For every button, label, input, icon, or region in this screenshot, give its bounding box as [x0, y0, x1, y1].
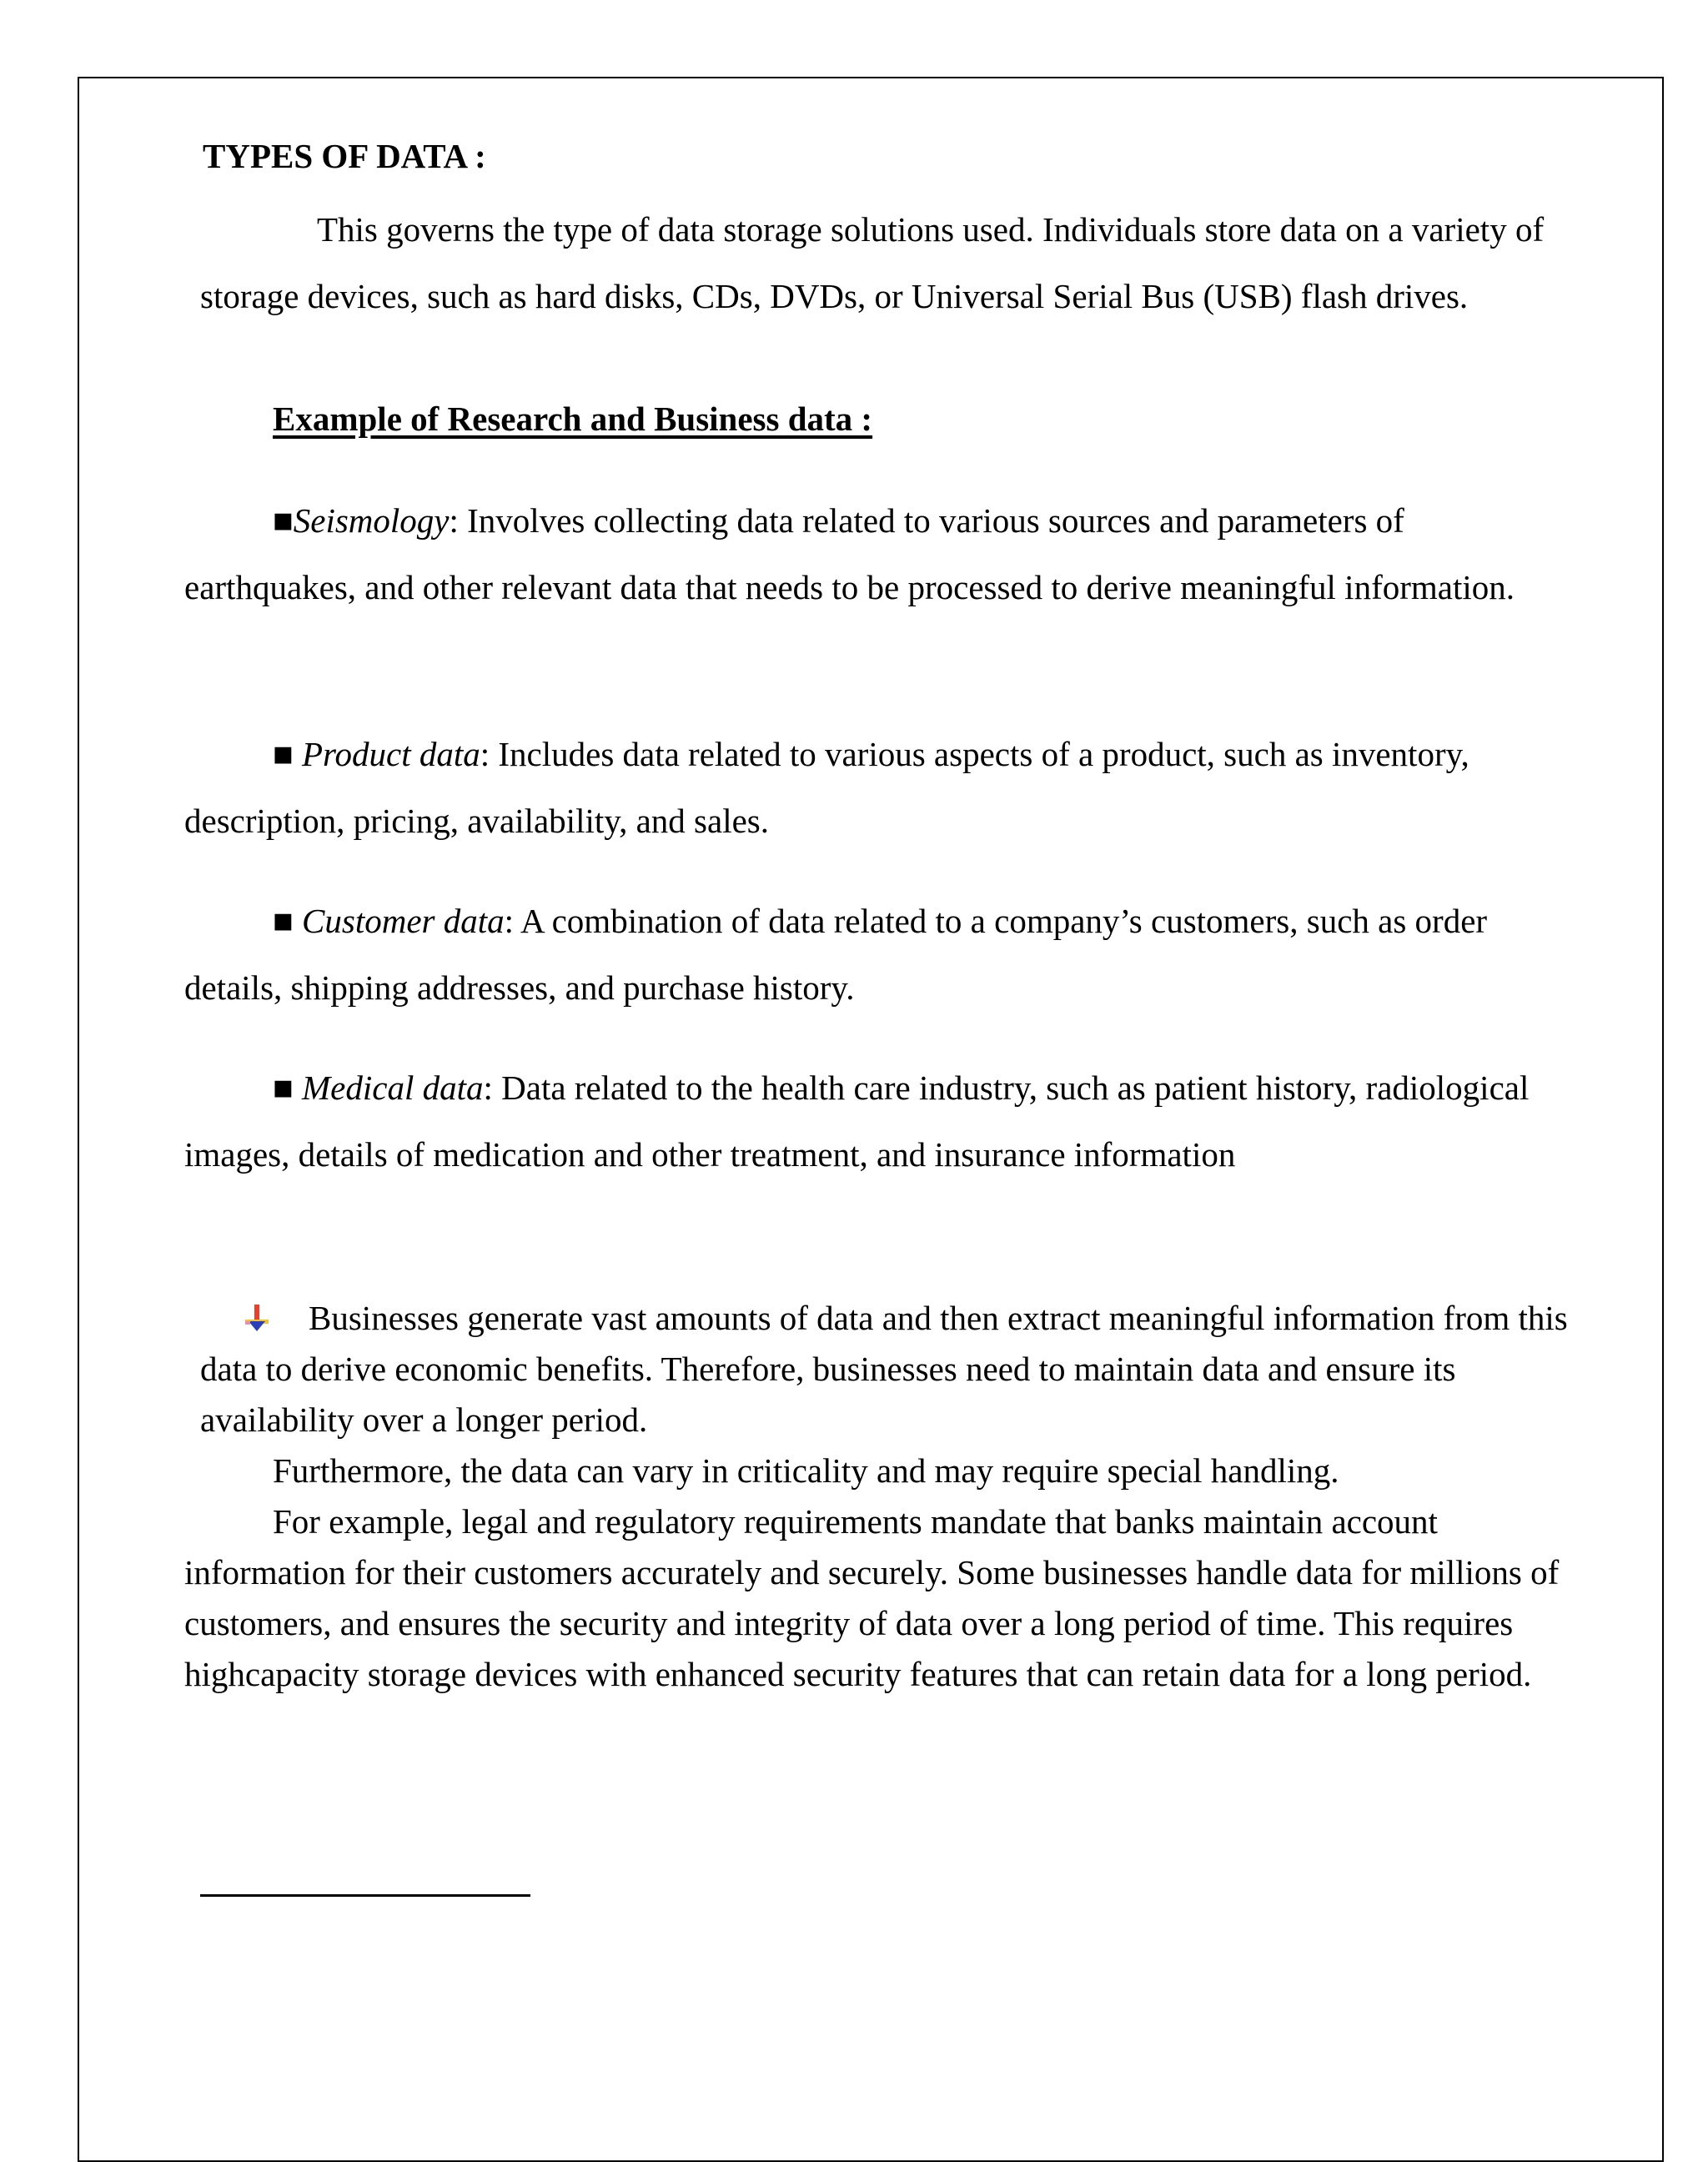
list-item	[184, 721, 1552, 854]
closing-paragraph	[184, 1496, 1569, 1700]
arrow-paragraph	[200, 1293, 1568, 1446]
item-text: : Involves collecting data related to various sources and parameters of earthquakes, and other relevant data that needs to be processed to derive meaningful information.	[184, 501, 1515, 606]
closing-paragraph	[184, 1446, 1569, 1496]
intro-text: This governs the type of data storage solutions used. Individuals store data on a variety of storage devices, such as hard disks, CDs, DVDs, or Universal Serial Bus (USB) flash drives.	[200, 210, 1545, 315]
arrow-bullet-icon	[242, 1303, 272, 1333]
square-bullet-icon: ■	[273, 1068, 294, 1107]
item-term: Seismology	[293, 501, 450, 540]
square-bullet-icon: ■	[273, 902, 294, 940]
intro-paragraph	[200, 196, 1568, 329]
footnote-separator	[200, 1894, 530, 1897]
closing-paragraphs	[184, 1446, 1569, 1700]
list-item	[184, 1054, 1552, 1188]
item-term: Customer data	[302, 902, 505, 940]
square-bullet-icon: ■	[273, 501, 294, 540]
closing-text-1: Furthermore, the data can vary in criticality and may require special handling.	[273, 1451, 1339, 1490]
page-title: TYPES OF DATA :	[203, 137, 486, 175]
item-text: : Includes data related to various aspects of a product, such as inventory, description, pricing, availability, and sales.	[184, 735, 1469, 840]
item-term: Medical data	[302, 1068, 484, 1107]
item-term: Product data	[302, 735, 480, 773]
square-bullet-icon: ■	[273, 735, 294, 773]
closing-text-2: For example, legal and regulatory requirements mandate that banks maintain account information for their customers accurately and securely. Some businesses handle data for millions of customers, and ensures the security and integrity of data over a long period of time. This requires highcapacity storage devices with enhanced security features that can retain data for a long period.	[184, 1502, 1560, 1693]
list-item	[184, 887, 1552, 1021]
item-text: : Data related to the health care industry, such as patient history, radiological images, details of medication and other treatment, and insurance information	[184, 1068, 1530, 1174]
list-item	[184, 487, 1552, 621]
section-subheading: Example of Research and Business data :	[273, 400, 873, 438]
item-text: : A combination of data related to a company’s customers, such as order details, shipping addresses, and purchase history.	[184, 902, 1488, 1007]
arrow-paragraph-text: Businesses generate vast amounts of data and then extract meaningful information from this data to derive economic benefits. Therefore, businesses need to maintain data and ensure its availability over a longer period.	[200, 1299, 1568, 1439]
